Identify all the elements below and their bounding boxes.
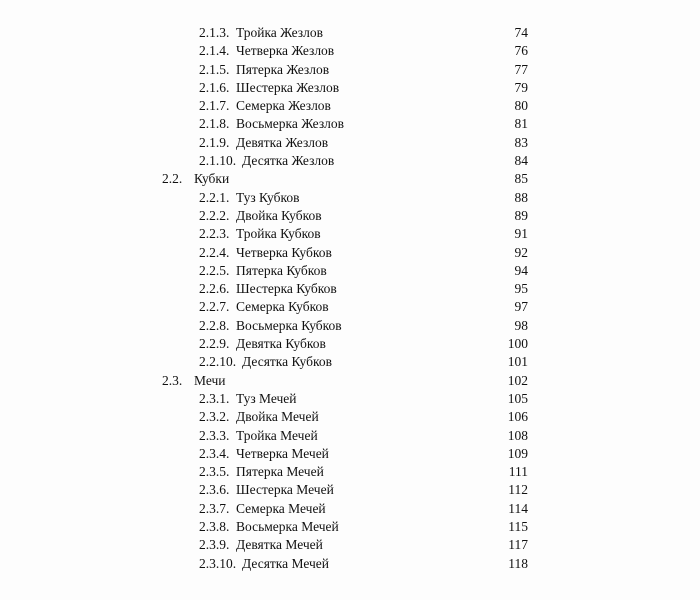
toc-entry bbox=[0, 298, 700, 316]
toc-entry-number: 2.1.8. bbox=[199, 116, 230, 132]
toc-entry-page-number: 111 bbox=[508, 464, 528, 480]
toc-entry-number: 2.3.1. bbox=[199, 390, 230, 406]
toc-entry-page-number: 81 bbox=[514, 116, 528, 132]
toc-entry-title: Туз Мечей bbox=[236, 390, 297, 406]
toc-entry-page-number: 97 bbox=[514, 299, 528, 315]
toc-entry-page-number: 76 bbox=[514, 43, 528, 59]
toc-entry-page-number: 94 bbox=[514, 262, 528, 278]
toc-entry-number: 2.3.4. bbox=[199, 445, 230, 461]
toc-section-entry bbox=[0, 372, 700, 390]
toc-entry-title: Семерка Жезлов bbox=[236, 98, 331, 114]
toc-entry-page-number: 95 bbox=[514, 281, 528, 297]
toc-entry-title: Десятка Жезлов bbox=[242, 153, 335, 169]
toc-entry-page-number: 100 bbox=[507, 336, 528, 352]
toc-entry-number: 2.2.4. bbox=[199, 244, 230, 260]
toc-entry-page-number: 85 bbox=[514, 171, 528, 187]
toc-entry bbox=[0, 97, 700, 115]
toc-entry bbox=[0, 445, 700, 463]
toc-entry-title: Девятка Кубков bbox=[236, 336, 326, 352]
toc-entry-title: Восьмерка Мечей bbox=[236, 519, 339, 535]
toc-entry-title: Четверка Кубков bbox=[236, 244, 332, 260]
toc-entry-page-number: 89 bbox=[514, 207, 528, 223]
toc-entry bbox=[0, 61, 700, 79]
toc-entry bbox=[0, 518, 700, 536]
toc-entry bbox=[0, 262, 700, 280]
toc-entry-page-number: 109 bbox=[507, 445, 528, 461]
toc-entry-title: Семерка Кубков bbox=[236, 299, 329, 315]
toc-entry-number: 2.3.10. bbox=[199, 555, 237, 571]
toc-entry-number: 2.2.8. bbox=[199, 317, 230, 333]
toc-entry-number: 2.2.2. bbox=[199, 207, 230, 223]
toc-entry-number: 2.2.3. bbox=[199, 226, 230, 242]
toc-entry-title: Тройка Мечей bbox=[236, 427, 318, 443]
toc-entry-title: Туз Кубков bbox=[236, 189, 300, 205]
toc-entry-title: Пятерка Жезлов bbox=[236, 61, 330, 77]
toc-entry-title: Десятка Кубков bbox=[242, 354, 332, 370]
toc-entry-page-number: 74 bbox=[514, 25, 528, 40]
toc-entry-title: Восьмерка Кубков bbox=[236, 317, 342, 333]
toc-entry-page-number: 106 bbox=[507, 409, 528, 425]
toc-entry-title: Двойка Мечей bbox=[236, 409, 319, 425]
toc-entry-number: 2.1.7. bbox=[199, 98, 230, 114]
toc-entry bbox=[0, 481, 700, 499]
toc-entry-title: Четверка Мечей bbox=[236, 445, 329, 461]
toc-entry-title: Тройка Жезлов bbox=[236, 25, 323, 40]
toc-entry-number: 2.3.2. bbox=[199, 409, 230, 425]
toc-entry-page-number: 84 bbox=[514, 153, 528, 169]
toc-entry-title: Десятка Мечей bbox=[242, 555, 330, 571]
toc-entry bbox=[0, 390, 700, 408]
toc-entry bbox=[0, 207, 700, 225]
toc-entry-page-number: 80 bbox=[514, 98, 528, 114]
toc-entry-number: 2.2. bbox=[162, 171, 183, 187]
toc-entry-title: Шестерка Мечей bbox=[236, 482, 334, 498]
toc-entry-page-number: 112 bbox=[508, 482, 528, 498]
toc-entry-page-number: 117 bbox=[508, 537, 528, 553]
toc-entry-title: Пятерка Мечей bbox=[236, 464, 324, 480]
toc-entry-title: Тройка Кубков bbox=[236, 226, 321, 242]
table-of-contents bbox=[0, 24, 700, 573]
toc-entry-number: 2.1.5. bbox=[199, 61, 230, 77]
toc-entry-title: Шестерка Кубков bbox=[236, 281, 337, 297]
toc-entry-number: 2.2.9. bbox=[199, 336, 230, 352]
toc-entry-page-number: 92 bbox=[514, 244, 528, 260]
toc-entry-page-number: 77 bbox=[514, 61, 528, 77]
toc-entry-page-number: 101 bbox=[507, 354, 528, 370]
toc-entry bbox=[0, 463, 700, 481]
toc-entry-number: 2.2.6. bbox=[199, 281, 230, 297]
toc-entry-title: Мечи bbox=[194, 372, 226, 388]
toc-entry-page-number: 114 bbox=[508, 500, 528, 516]
toc-entry-page-number: 91 bbox=[514, 226, 528, 242]
toc-entry-page-number: 88 bbox=[514, 189, 528, 205]
toc-entry-number: 2.3.9. bbox=[199, 537, 230, 553]
toc-entry bbox=[0, 134, 700, 152]
toc-entry-number: 2.1.10. bbox=[199, 153, 237, 169]
toc-entry-number: 2.1.3. bbox=[199, 25, 230, 40]
toc-entry-page-number: 79 bbox=[514, 79, 528, 95]
toc-entry-page-number: 83 bbox=[514, 134, 528, 150]
toc-entry-number: 2.2.1. bbox=[199, 189, 230, 205]
toc-entry-title: Семерка Мечей bbox=[236, 500, 326, 516]
toc-entry-title: Девятка Жезлов bbox=[236, 134, 329, 150]
toc-entry-page-number: 105 bbox=[507, 390, 528, 406]
toc-entry bbox=[0, 42, 700, 60]
toc-entry bbox=[0, 225, 700, 243]
toc-entry bbox=[0, 500, 700, 518]
toc-entry-title: Кубки bbox=[194, 171, 230, 187]
toc-entry-page-number: 102 bbox=[507, 372, 528, 388]
toc-entry bbox=[0, 353, 700, 371]
toc-entry-number: 2.2.10. bbox=[199, 354, 237, 370]
toc-entry-number: 2.3. bbox=[162, 372, 183, 388]
toc-entry bbox=[0, 79, 700, 97]
toc-entry bbox=[0, 427, 700, 445]
toc-entry-title: Двойка Кубков bbox=[236, 207, 322, 223]
toc-entry-number: 2.3.8. bbox=[199, 519, 230, 535]
toc-entry-title: Восьмерка Жезлов bbox=[236, 116, 345, 132]
toc-entry bbox=[0, 408, 700, 426]
toc-entry-title: Четверка Жезлов bbox=[236, 43, 335, 59]
toc-entry bbox=[0, 189, 700, 207]
toc-entry bbox=[0, 24, 700, 42]
toc-entry-title: Девятка Мечей bbox=[236, 537, 323, 553]
toc-entry bbox=[0, 152, 700, 170]
toc-entry-title: Пятерка Кубков bbox=[236, 262, 327, 278]
toc-entry bbox=[0, 335, 700, 353]
toc-entry bbox=[0, 244, 700, 262]
toc-entry-number: 2.1.9. bbox=[199, 134, 230, 150]
toc-entry-number: 2.3.6. bbox=[199, 482, 230, 498]
toc-entry-title: Шестерка Жезлов bbox=[236, 79, 340, 95]
toc-entry-page-number: 118 bbox=[508, 555, 528, 571]
toc-entry-number: 2.3.3. bbox=[199, 427, 230, 443]
toc-entry-number: 2.3.5. bbox=[199, 464, 230, 480]
toc-entry-number: 2.1.6. bbox=[199, 79, 230, 95]
toc-entry bbox=[0, 317, 700, 335]
toc-entry-number: 2.1.4. bbox=[199, 43, 230, 59]
toc-entry-page-number: 115 bbox=[508, 519, 528, 535]
toc-entry-number: 2.3.7. bbox=[199, 500, 230, 516]
toc-entry-page-number: 108 bbox=[507, 427, 528, 443]
toc-section-entry bbox=[0, 170, 700, 188]
toc-entry bbox=[0, 555, 700, 573]
toc-entry bbox=[0, 536, 700, 554]
toc-entry-number: 2.2.7. bbox=[199, 299, 230, 315]
toc-entry bbox=[0, 280, 700, 298]
toc-entry bbox=[0, 115, 700, 133]
toc-entry-page-number: 98 bbox=[514, 317, 528, 333]
toc-entry-number: 2.2.5. bbox=[199, 262, 230, 278]
